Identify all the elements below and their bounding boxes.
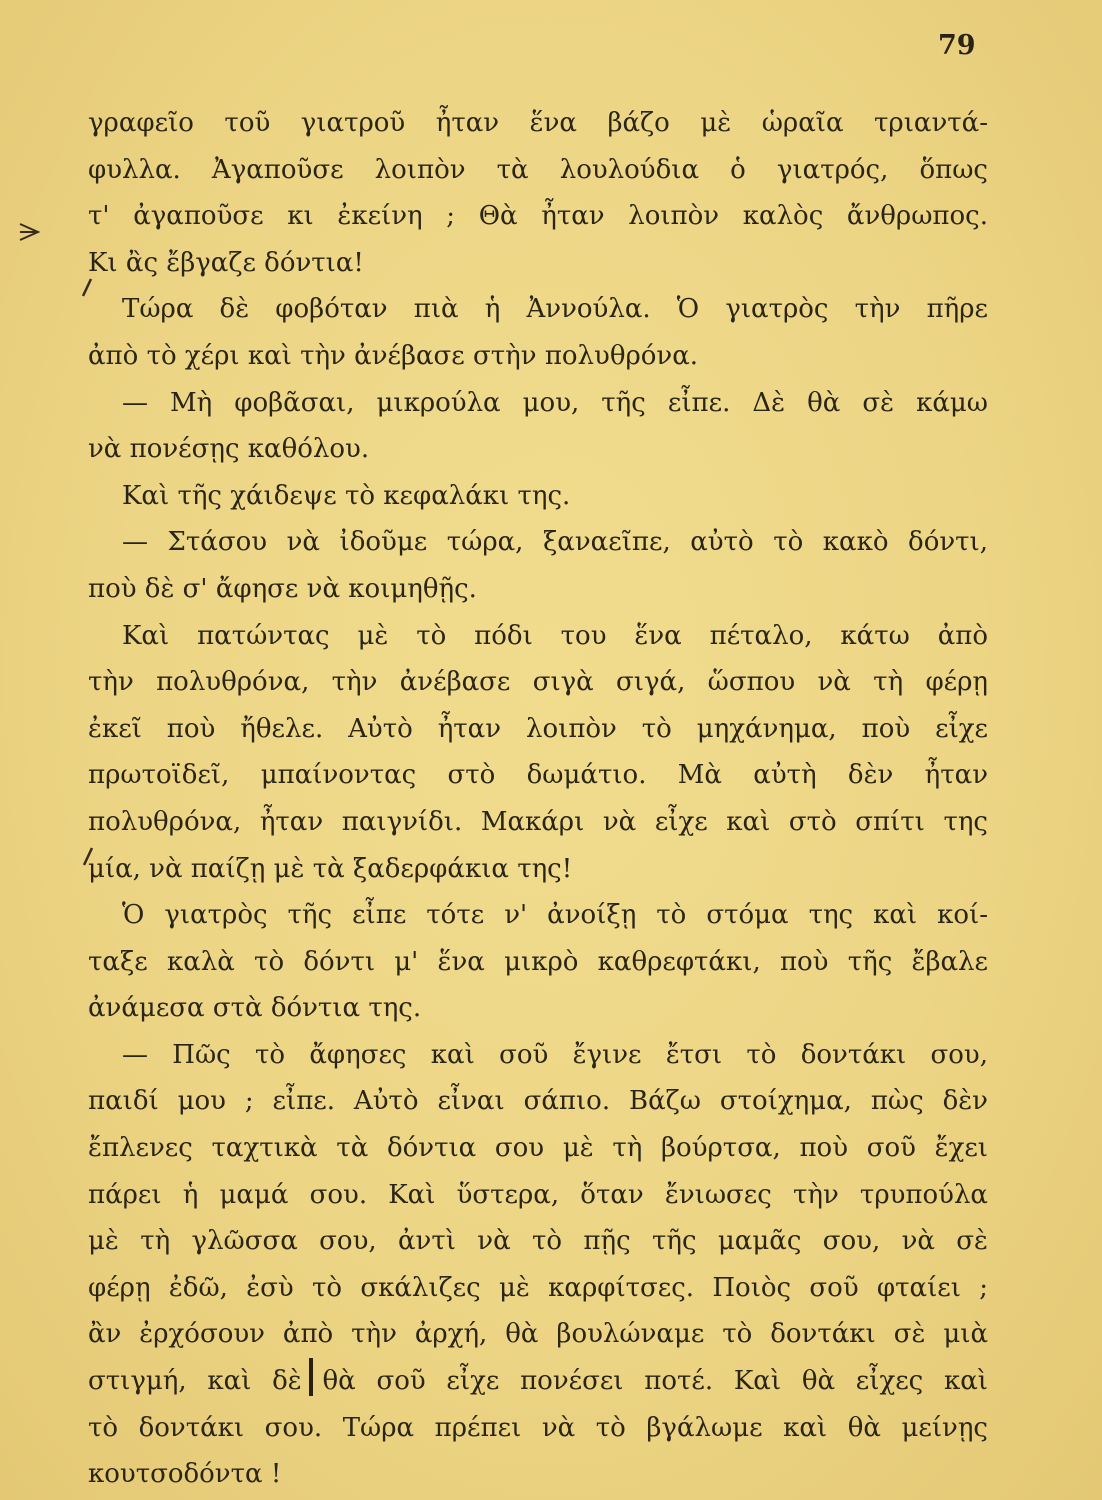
text-line-20: ἀνάμεσα στὰ δόντια της. bbox=[88, 993, 422, 1024]
page-number: 79 bbox=[938, 30, 976, 61]
text-line-28: στιγμή, καὶ δὲ θὰ σοῦ εἶχε πονέσει ποτέ. Καὶ θὰ εἶχες καὶ bbox=[88, 1366, 988, 1397]
text-line-17: μία, νὰ παίζῃ μὲ τὰ ξαδερφάκια της! bbox=[88, 853, 573, 884]
text-line-6: ἀπὸ τὸ χέρι καὶ τὴν ἀνέβασε στὴν πολυθρόνα. bbox=[88, 340, 699, 371]
text-line-4: Κι ἂς ἔβγαζε δόντια! bbox=[88, 247, 364, 278]
text-line-9: Καὶ τῆς χάιδεψε τὸ κεφαλάκι της. bbox=[122, 480, 571, 511]
text-line-24: πάρει ἡ μαμά σου. Καὶ ὕστερα, ὅταν ἔνιωσες τὴν τρυπούλα bbox=[88, 1179, 988, 1210]
text-line-23: ἔπλενες ταχτικὰ τὰ δόντια σου μὲ τὴ βούρτσα, ποὺ σοῦ ἔχει bbox=[88, 1133, 988, 1164]
margin-arrow-mark bbox=[18, 222, 42, 242]
text-line-25: μὲ τὴ γλῶσσα σου, ἀντὶ νὰ τὸ πῇς τῆς μαμᾶς σου, νὰ σὲ bbox=[88, 1226, 988, 1257]
text-line-12: Καὶ πατώντας μὲ τὸ πόδι του ἕνα πέταλο, κάτω ἀπὸ bbox=[122, 620, 988, 651]
text-line-8: νὰ πονέσῃς καθόλου. bbox=[88, 434, 370, 465]
text-line-16: πολυθρόνα, ἦταν παιγνίδι. Μακάρι νὰ εἶχε καὶ στὸ σπίτι της bbox=[88, 806, 988, 837]
pen-mark-bar bbox=[306, 1356, 316, 1398]
text-line-18: Ὁ γιατρὸς τῆς εἶπε τότε ν' ἀνοίξῃ τὸ στόμα της καὶ κοί- bbox=[122, 900, 988, 931]
text-line-1: γραφεῖο τοῦ γιατροῦ ἦταν ἕνα βάζο μὲ ὡραῖα τριαντά- bbox=[88, 108, 988, 138]
text-line-7: — Μὴ φοβᾶσαι, μικρούλα μου, τῆς εἶπε. Δὲ θὰ σὲ κάμω bbox=[122, 387, 988, 418]
text-line-21: — Πῶς τὸ ἄφησες καὶ σοῦ ἔγινε ἔτσι τὸ δοντάκι σου, bbox=[122, 1039, 988, 1070]
text-line-30: κουτσοδόντα ! bbox=[88, 1459, 282, 1490]
pen-mark-slash-1 bbox=[80, 276, 94, 300]
text-line-29: τὸ δοντάκι σου. Τώρα πρέπει νὰ τὸ βγάλωμε καὶ θὰ μείνῃς bbox=[88, 1412, 988, 1443]
text-line-27: ἂν ἐρχόσουν ἀπὸ τὴν ἀρχή, θὰ βουλώναμε τὸ δοντάκι σὲ μιὰ bbox=[88, 1319, 988, 1350]
text-line-13: τὴν πολυθρόνα, τὴν ἀνέβασε σιγὰ σιγά, ὥσπου νὰ τὴ φέρῃ bbox=[88, 667, 988, 698]
text-line-26: φέρῃ ἐδῶ, ἐσὺ τὸ σκάλιζες μὲ καρφίτσες. Ποιὸς σοῦ φταίει ; bbox=[88, 1272, 988, 1303]
text-line-10: — Στάσου νὰ ἰδοῦμε τώρα, ξαναεῖπε, αὐτὸ τὸ κακὸ δόντι, bbox=[122, 527, 988, 558]
text-line-19: ταξε καλὰ τὸ δόντι μ' ἕνα μικρὸ καθρεφτάκι, ποὺ τῆς ἔβαλε bbox=[88, 946, 988, 977]
text-line-14: ἐκεῖ ποὺ ἤθελε. Αὐτὸ ἦταν λοιπὸν τὸ μηχάνημα, ποὺ εἶχε bbox=[88, 713, 988, 744]
text-line-2: φυλλα. Ἀγαποῦσε λοιπὸν τὰ λουλούδια ὁ γιατρός, ὅπως bbox=[88, 154, 988, 185]
text-line-11: ποὺ δὲ σ' ἄφησε νὰ κοιμηθῇς. bbox=[88, 573, 477, 604]
text-line-15: πρωτοϊδεῖ, μπαίνοντας στὸ δωμάτιο. Μὰ αὐτὴ δὲν ἦταν bbox=[88, 760, 988, 791]
text-line-22: παιδί μου ; εἶπε. Αὐτὸ εἶναι σάπιο. Βάζω στοίχημα, πὼς δὲν bbox=[88, 1086, 988, 1117]
pen-mark-slash-2 bbox=[81, 845, 95, 869]
body-text bbox=[88, 100, 988, 1498]
text-line-3: τ' ἀγαποῦσε κι ἐκείνη ; Θὰ ἦταν λοιπὸν καλὸς ἄνθρωπος. bbox=[88, 201, 988, 232]
text-line-5: Τώρα δὲ φοβόταν πιὰ ἡ Ἀννούλα. Ὁ γιατρὸς τὴν πῆρε bbox=[122, 294, 988, 325]
